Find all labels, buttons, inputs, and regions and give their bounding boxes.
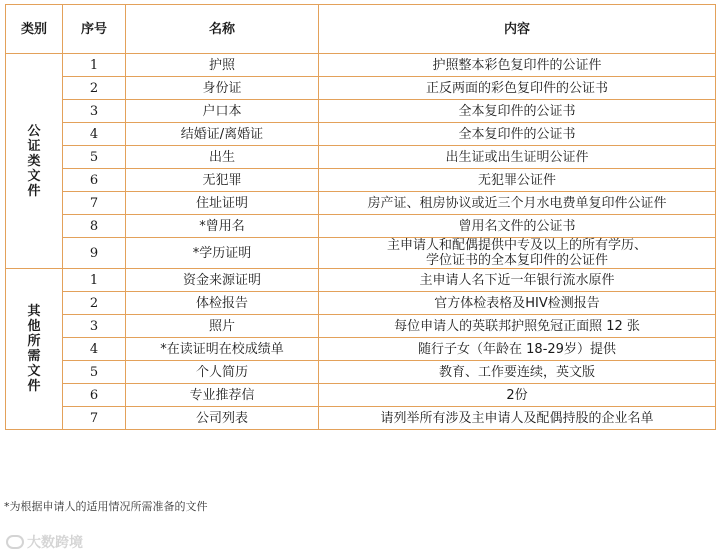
row-content-line: 教育、工作要连续，英文版 — [438, 364, 595, 380]
table-row — [6, 100, 716, 123]
row-name: 住址证明 — [126, 192, 319, 215]
table-row — [6, 123, 716, 146]
row-content — [319, 54, 716, 77]
row-content — [319, 269, 716, 292]
table-row — [6, 192, 716, 215]
row-content — [319, 77, 716, 100]
row-number: 7 — [63, 407, 126, 430]
category-char: 文 — [27, 364, 41, 379]
row-number: 5 — [63, 361, 126, 384]
row-number: 6 — [63, 169, 126, 192]
row-number: 4 — [63, 338, 126, 361]
table-row — [6, 315, 716, 338]
category-char: 所 — [27, 334, 41, 349]
document-table — [5, 4, 716, 430]
row-content-line: 无犯罪公证件 — [477, 172, 556, 188]
row-number: 8 — [63, 215, 126, 238]
row-content — [319, 292, 716, 315]
row-content-line: 护照整本彩色复印件的公证件 — [432, 57, 602, 73]
row-content — [319, 361, 716, 384]
row-content — [319, 146, 716, 169]
row-content — [319, 123, 716, 146]
row-content-line: 随行子女（年龄在 18-29岁）提供 — [418, 341, 616, 357]
row-content-line: 学位证书的全本复印件的公证件 — [425, 253, 608, 268]
row-name: *学历证明 — [126, 238, 319, 269]
table-row — [6, 215, 716, 238]
watermark-text: 大数跨境 — [27, 535, 83, 551]
table-row — [6, 361, 716, 384]
row-name: 体检报告 — [126, 292, 319, 315]
row-number: 3 — [63, 315, 126, 338]
watermark-logo-icon — [6, 535, 24, 549]
table-row — [6, 384, 716, 407]
table-row — [6, 407, 716, 430]
category-char: 其 — [27, 304, 41, 319]
table-row — [6, 238, 716, 269]
row-number: 9 — [63, 238, 126, 269]
row-content — [319, 100, 716, 123]
row-content-line: 每位申请人的英联邦护照免冠正面照 12 张 — [394, 318, 640, 334]
category-char: 件 — [27, 379, 41, 394]
row-content-line: 正反两面的彩色复印件的公证书 — [425, 80, 608, 96]
row-number: 2 — [63, 77, 126, 100]
row-name: 公司列表 — [126, 407, 319, 430]
category-char: 类 — [27, 153, 41, 169]
row-number: 2 — [63, 292, 126, 315]
row-content — [319, 384, 716, 407]
row-number: 5 — [63, 146, 126, 169]
table-row — [6, 338, 716, 361]
category-cell — [6, 269, 63, 430]
row-name: 照片 — [126, 315, 319, 338]
category-char: 需 — [27, 349, 41, 364]
header-row — [6, 5, 716, 54]
row-name: 资金来源证明 — [126, 269, 319, 292]
table-row — [6, 146, 716, 169]
category-char: 文 — [27, 168, 41, 184]
row-name: 户口本 — [126, 100, 319, 123]
row-content — [319, 215, 716, 238]
row-name: *曾用名 — [126, 215, 319, 238]
row-content-line: 出生证或出生证明公证件 — [445, 149, 589, 165]
header-category: 类别 — [6, 5, 63, 54]
row-content-line: 官方体检表格及HIV检测报告 — [434, 295, 600, 311]
watermark — [6, 532, 83, 552]
row-number: 4 — [63, 123, 126, 146]
category-cell — [6, 54, 63, 269]
category-char: 他 — [27, 319, 41, 334]
row-content-line: 请列举所有涉及主申请人及配偶持股的企业名单 — [380, 410, 654, 426]
header-name: 名称 — [126, 5, 319, 54]
row-name: 专业推荐信 — [126, 384, 319, 407]
table-row — [6, 54, 716, 77]
row-number: 3 — [63, 100, 126, 123]
row-content — [319, 238, 716, 269]
row-content — [319, 338, 716, 361]
row-content-line: 房产证、租房协议或近三个月水电费单复印件公证件 — [367, 195, 667, 211]
row-content-line: 全本复印件的公证书 — [458, 126, 576, 142]
row-content-line: 2份 — [506, 387, 528, 403]
table-row — [6, 292, 716, 315]
row-content — [319, 192, 716, 215]
row-content — [319, 315, 716, 338]
row-name: 身份证 — [126, 77, 319, 100]
row-number: 1 — [63, 269, 126, 292]
row-name: 结婚证/离婚证 — [126, 123, 319, 146]
table-body — [6, 54, 716, 430]
category-char: 证 — [27, 138, 41, 154]
row-number: 6 — [63, 384, 126, 407]
footnote: *为根据申请人的适用情况所需准备的文件 — [4, 500, 208, 513]
row-content — [319, 407, 716, 430]
header-number: 序号 — [63, 5, 126, 54]
row-content-line: 全本复印件的公证书 — [458, 103, 576, 119]
category-char: 公 — [27, 123, 41, 139]
header-content: 内容 — [319, 5, 716, 54]
row-number: 1 — [63, 54, 126, 77]
table-row — [6, 269, 716, 292]
row-number: 7 — [63, 192, 126, 215]
table-row — [6, 77, 716, 100]
row-name: 个人简历 — [126, 361, 319, 384]
row-name: *在读证明在校成绩单 — [126, 338, 319, 361]
row-content-line: 曾用名文件的公证书 — [458, 218, 576, 234]
row-name: 无犯罪 — [126, 169, 319, 192]
row-name: 出生 — [126, 146, 319, 169]
row-content-line: 主申请人和配偶提供中专及以上的所有学历、 — [386, 238, 647, 253]
row-content-line: 主申请人名下近一年银行流水原件 — [419, 272, 615, 288]
row-name: 护照 — [126, 54, 319, 77]
row-content — [319, 169, 716, 192]
table-row — [6, 169, 716, 192]
category-char: 件 — [27, 183, 41, 199]
